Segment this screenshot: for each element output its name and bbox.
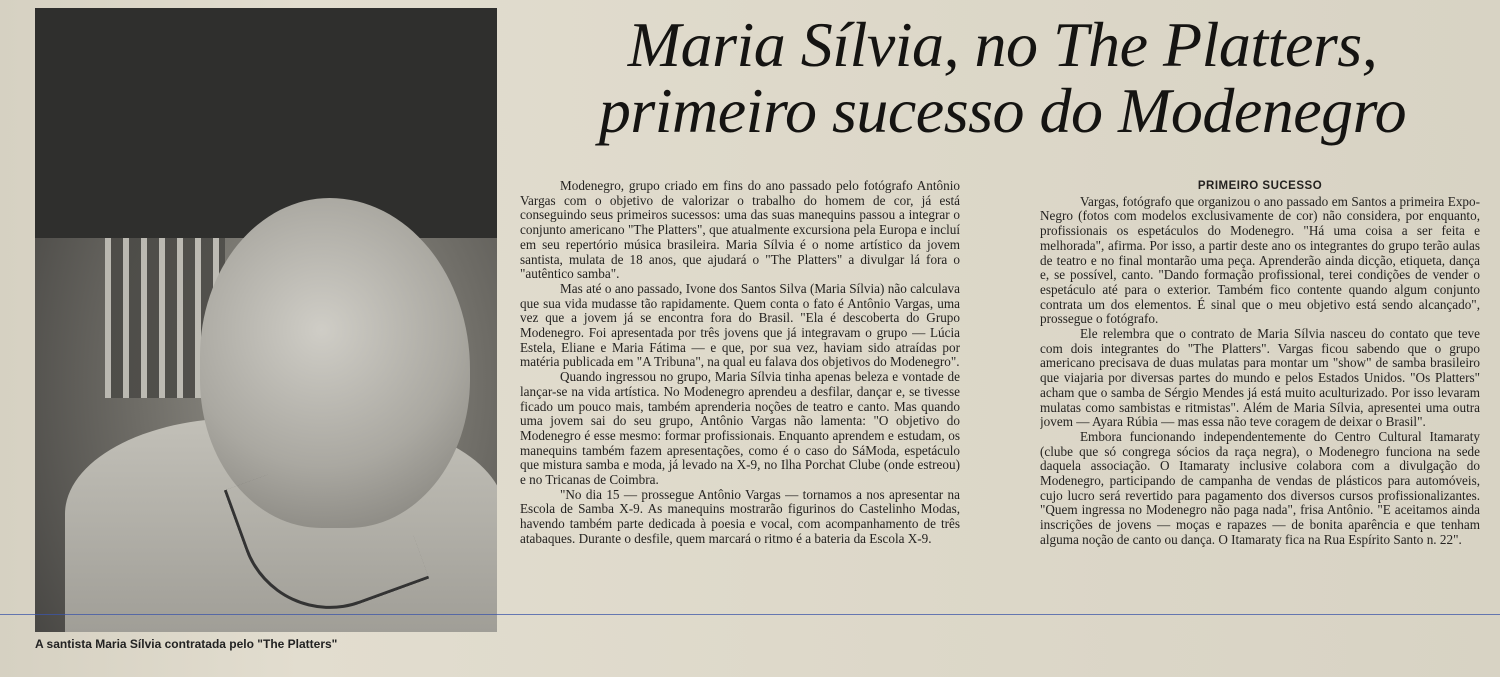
paragraph: "No dia 15 — prossegue Antônio Vargas — tornamos a nos apresentar na Escola de Samba X-9. As manequins mostrarão figurinos do Castelinho Modas, havendo também parte dedicada à poesia e vocal, com acompanhamento de três atabaques. Durante o desfile, quem marcará o ritmo é a bateria da Escola X-9.	[520, 486, 960, 546]
scan-line	[0, 614, 1500, 615]
portrait-photo	[35, 8, 497, 632]
headline-line-1: Maria Sílvia, no The Platters,	[627, 9, 1378, 80]
paragraph: Mas até o ano passado, Ivone dos Santos Silva (Maria Sílvia) não calculava que sua vida mudasse tão rapidamente. Quem conta o fato é Antônio Vargas, uma vez que a jovem já se encontra fora do Brasil. "Ela é descoberta do Grupo Modenegro. Foi apresentada por três jovens que já integravam o grupo — Lúcia Estela, Eliane e Maria Fátima — e que, por sua vez, haviam sido atraídas por matéria publicada em "A Tribuna", na qual eu falava dos objetivos do Modenegro".	[520, 280, 960, 370]
photo-background	[35, 8, 497, 238]
section-subhead: PRIMEIRO SUCESSO	[1197, 180, 1323, 192]
paragraph: Embora funcionando independentemente do Centro Cultural Itamaraty (clube que só congrega sócios da raça negra), o Modenegro funciona na sede daquela associação. O Itamaraty inclusive colabora com a divulgação do Modenegro, participando de campanha de vendas de plásticos para automóveis, cujo lucro será revertido para pagamento dos diversos cursos profissionalizantes. "Quem ingressa no Modenegro não paga nada", frisa Antônio. "E aceitamos ainda inscrições de jovens — moças e rapazes — de bonita aparência e que tenham alguma noção de canto ou dança. O Itamaraty fica na Rua Espírito Santo n. 22".	[1040, 428, 1480, 547]
article-column-2	[1040, 179, 1480, 671]
headline-line-2: primeiro sucesso do Modenegro	[598, 75, 1407, 146]
paragraph: Ele relembra que o contrato de Maria Sílvia nasceu do contato que teve com dois integrantes do "The Platters". Vargas ficou sabendo que o grupo americano precisava de duas mulatas para montar um "show" de samba brasileiro que viajaria por diversas partes do mundo e pelos Estados Unidos. "Os Platters" acham que o samba de Sérgio Mendes já está muito aculturizado. Por isso levaram mulatas como sambistas e ritmistas". Além de Maria Sílvia, apresentei uma outra jovem — Ayara Rúbia — mas essa não teve coragem de deixar o Brasil".	[1040, 326, 1480, 430]
headline	[515, 9, 1490, 146]
paragraph: Vargas, fotógrafo que organizou o ano passado em Santos a primeira Expo-Negro (fotos com modelos exclusivamente de cor) não considera, por enquanto, profissionais os espetáculos do Modenegro. "Há uma coisa a ser feita e melhorada", afirma. Por isso, a partir deste ano os integrantes do grupo terão aulas de teatro e no final montarão uma peça. Aprenderão ainda dicção, etiqueta, dança e, se possível, canto. "Dando formação profissional, terei condições de vender o espetáculo até para o exterior. Também fico contente quando algum conjunto contrata um dos elementos. É sinal que o meu objetivo está sendo alcançado", prossegue o fotógrafo.	[1040, 193, 1480, 327]
paragraph: Modenegro, grupo criado em fins do ano passado pelo fotógrafo Antônio Vargas com o objetivo de valorizar o trabalho do homem de cor, já está conseguindo seus primeiros sucessos: uma das suas manequins passou a integrar o conjunto americano "The Platters", que atualmente excursiona pela Europa e incluí em seu repertório música brasileira. Maria Sílvia é o nome artístico da jovem santista, mulata de 18 anos, que ajudará o "The Platters" a divulgar lá fora o "autêntico samba".	[520, 179, 960, 282]
paragraph: Quando ingressou no grupo, Maria Sílvia tinha apenas beleza e vontade de lançar-se na vida artística. No Modenegro aprendeu a desfilar, dançar e, se tivesse ficado um pouco mais, também aprenderia noções de teatro e canto. Mas quando uma jovem sai do seu grupo, Antônio Vargas não lamenta: "O objetivo do Modenegro é esse mesmo: formar profissionais. Enquanto aprendem e estudam, os manequins também fazem apresentações, como é o caso do SáModa, espetáculo que mistura samba e moda, já levado na X-9, no Ilha Porchat Clube (onde estreou) e no Tricanas de Coimbra.	[520, 369, 960, 488]
article-column-1	[520, 179, 960, 671]
photo-caption: A santista Maria Sílvia contratada pelo "The Platters"	[35, 637, 338, 651]
